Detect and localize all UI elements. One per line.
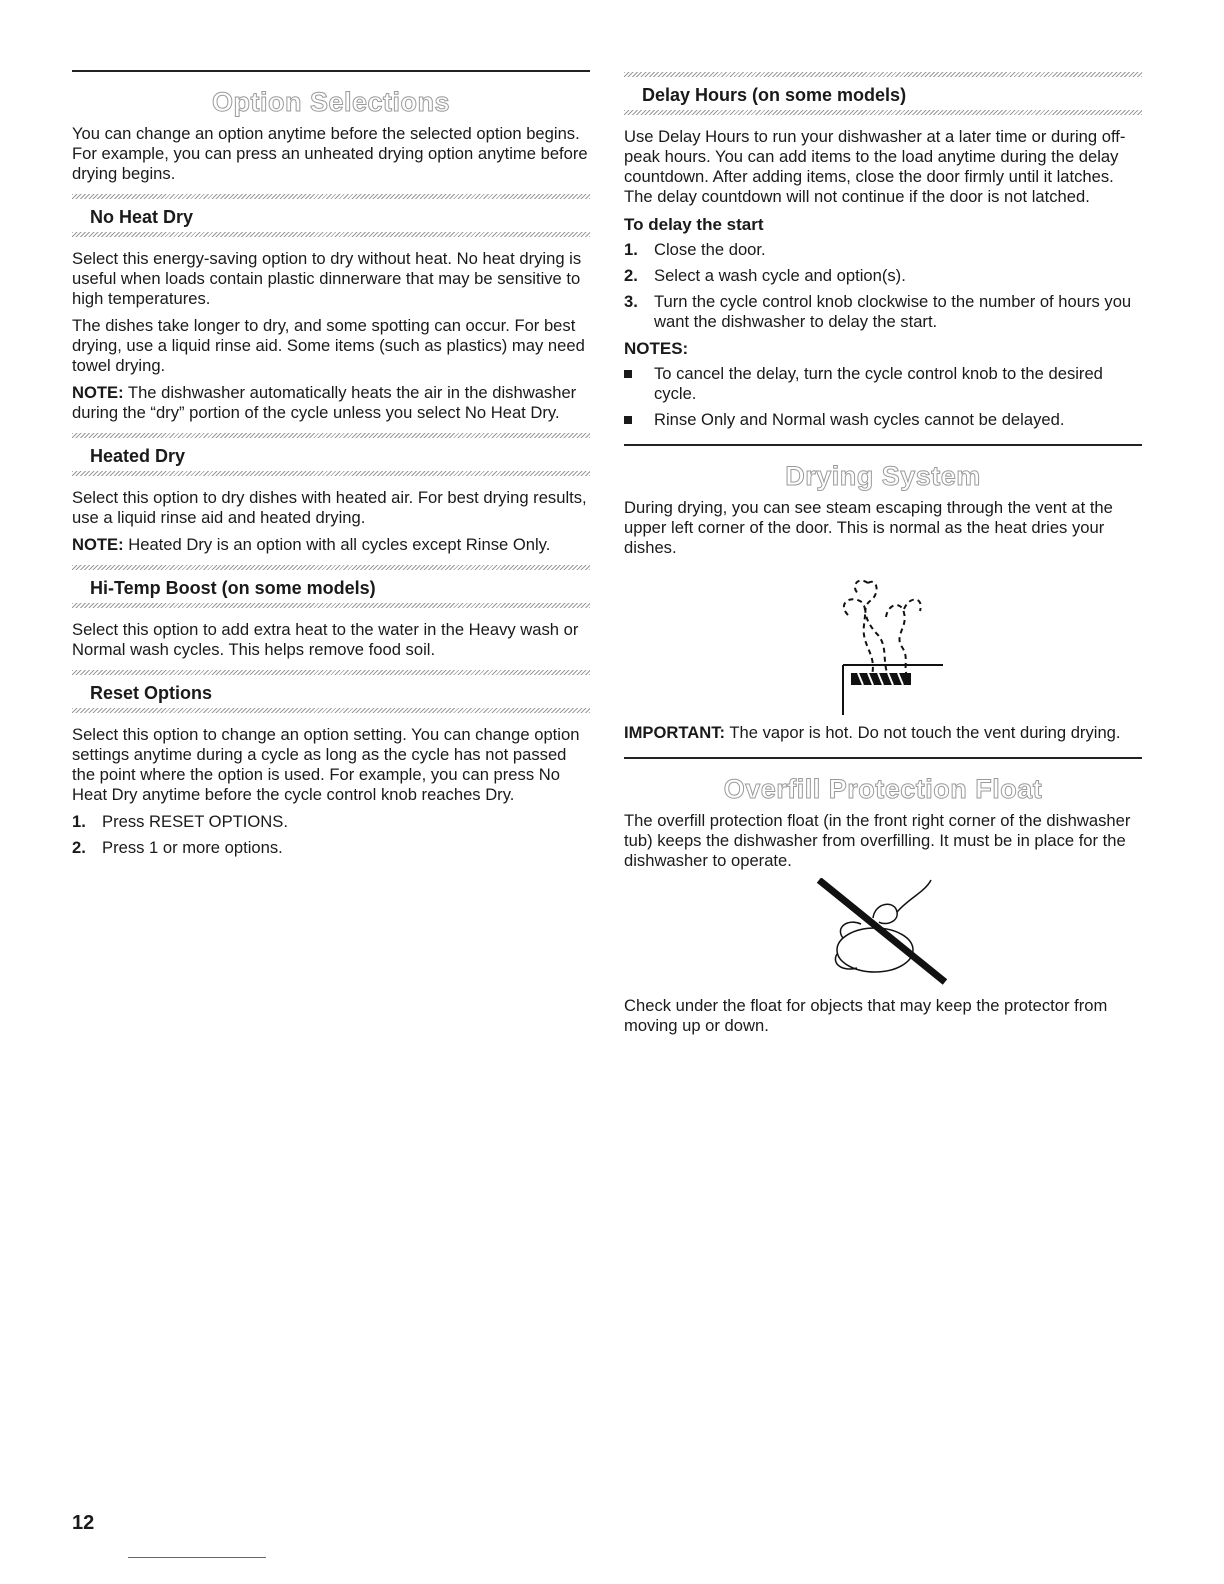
delay-hours-p1: Use Delay Hours to run your dishwasher at a later time or during off-peak hours. You can add items to the load anytime during the delay countdown. After adding items, close the door firmly until it latches. The delay countdown will not continue if the door is not latched.	[624, 127, 1126, 206]
no-heat-dry-p1: Select this energy-saving option to dry without heat. No heat drying is useful when loads contain plastic dinnerware that may be sensitive to high temperatures.	[72, 249, 582, 308]
list-item: 1. Press RESET OPTIONS.	[72, 812, 288, 831]
list-item: 3. Turn the cycle control knob clockwise to the number of hours you want the dishwasher to delay the start.	[624, 292, 1132, 331]
no-heat-dry-heading: No Heat Dry	[90, 207, 194, 227]
reset-p1: Select this option to change an option setting. You can change option settings anytime during a cycle as long as the cycle has not passed the point where the option is used. For example, you can press No Heat Dry anytime before the cycle control knob reaches Dry.	[72, 725, 580, 804]
section-divider	[624, 110, 1142, 115]
top-rule	[72, 70, 590, 72]
option-selections-title: Option Selections	[211, 87, 451, 117]
no-heat-dry-note	[72, 383, 590, 423]
footer-link-line	[128, 1557, 266, 1558]
overfill-float-icon	[813, 878, 953, 988]
list-item: 2. Press 1 or more options.	[72, 838, 283, 857]
overfill-p1: The overfill protection float (in the front right corner of the dishwasher tub) keeps the dishwasher from overfilling. It must be in place for the dishwasher to operate.	[624, 811, 1131, 870]
option-selections-intro: You can change an option anytime before the selected option begins. For example, you can press an unheated drying option anytime before drying begins.	[72, 124, 588, 183]
list-item: Rinse Only and Normal wash cycles cannot be delayed.	[624, 410, 1142, 430]
delay-hours-section	[624, 72, 1142, 115]
hi-temp-section	[72, 565, 590, 608]
heated-dry-section	[72, 433, 590, 476]
page-number: 12	[72, 1512, 95, 1534]
section-rule	[624, 757, 1142, 759]
steam-vent-icon	[798, 565, 968, 715]
no-heat-dry-section	[72, 194, 590, 237]
bullet-icon	[624, 416, 632, 424]
delay-steps	[624, 240, 1142, 332]
section-divider	[72, 708, 590, 713]
bullet-icon	[624, 370, 632, 378]
note-text: The dishwasher automatically heats the air in the dishwasher during the “dry” portion of the cycle unless you select No Heat Dry.	[72, 383, 577, 422]
list-item: 2. Select a wash cycle and option(s).	[624, 266, 906, 285]
reset-steps	[72, 812, 590, 858]
hi-temp-heading: Hi-Temp Boost (on some models)	[90, 578, 376, 598]
important-text: The vapor is hot. Do not touch the vent during drying.	[725, 723, 1121, 742]
no-heat-dry-p2: The dishes take longer to dry, and some spotting can occur. For best drying, use a liquid rinse aid. Some items (such as plastics) may need towel drying.	[72, 316, 585, 375]
section-divider	[72, 603, 590, 608]
notes-list	[624, 364, 1142, 430]
heated-dry-note	[72, 535, 590, 555]
note-label: NOTE:	[72, 383, 124, 402]
important-label: IMPORTANT:	[624, 723, 726, 742]
important-note	[624, 723, 1142, 743]
right-column	[624, 70, 1142, 1043]
hi-temp-p1: Select this option to add extra heat to the water in the Heavy wash or Normal wash cycles. This helps remove food soil.	[72, 620, 579, 659]
delay-steps-heading: To delay the start	[624, 215, 764, 234]
heated-dry-heading: Heated Dry	[90, 446, 186, 466]
drying-system-title: Drying System	[785, 461, 981, 491]
overfill-p2: Check under the float for objects that may keep the protector from moving up or down.	[624, 996, 1108, 1035]
section-rule	[624, 444, 1142, 446]
section-divider	[72, 232, 590, 237]
note-text: Heated Dry is an option with all cycles except Rinse Only.	[123, 535, 551, 554]
left-column	[72, 70, 590, 864]
heated-dry-p1: Select this option to dry dishes with heated air. For best drying results, use a liquid rinse aid and heated drying.	[72, 488, 587, 527]
notes-heading: NOTES:	[624, 339, 689, 358]
reset-heading: Reset Options	[90, 683, 213, 703]
overfill-title: Overfill Protection Float	[723, 774, 1043, 804]
note-label: NOTE:	[72, 535, 124, 554]
reset-section	[72, 670, 590, 713]
drying-system-p1: During drying, you can see steam escaping through the vent at the upper left corner of the door. This is normal as the heat dries your dishes.	[624, 498, 1113, 557]
section-divider	[72, 471, 590, 476]
list-item: To cancel the delay, turn the cycle control knob to the desired cycle.	[624, 364, 1142, 404]
list-item: 1. Close the door.	[624, 240, 766, 259]
delay-hours-heading: Delay Hours (on some models)	[642, 85, 907, 105]
